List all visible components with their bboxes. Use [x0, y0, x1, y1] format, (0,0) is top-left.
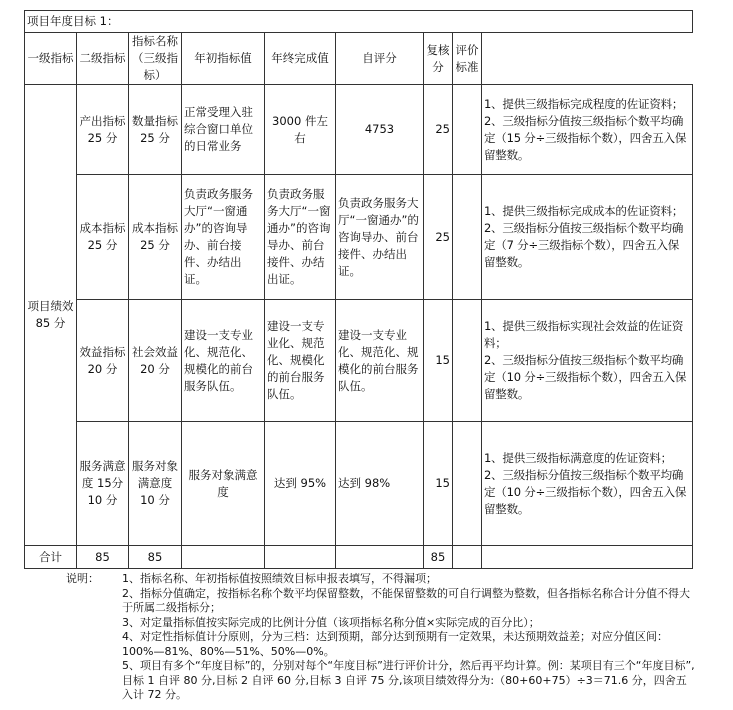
start-value: 3000 件左右 [265, 85, 336, 175]
note-item: 5、项目有多个“年度目标”的，分别对每个“年度目标”进行评价计分，然后再平均计算。例：某项目有三个“年度目标”,目标 1 自评 80 分,目标 2 自评 60 分,目标 3 自评 75 分,该项目绩效得分为:（80+60+75）÷3＝71.6 分，四舍五入计 72 分。 [122, 659, 695, 701]
note-item: 3、对定量指标值按实际完成的比例计分值（该项指标名称分值×实际完成的百分比）； [122, 615, 540, 629]
notes-section [66, 572, 696, 703]
end-value: 达到 98% [336, 422, 424, 546]
start-value: 建设一支专业化、规范化、规模化的前台服务队伍。 [265, 300, 336, 422]
self-score: 25 [424, 175, 453, 300]
note-item: 说明： 1、指标名称、年初指标值按照绩效目标申报表填写，不得漏项； [66, 572, 437, 585]
criteria-text: 1、提供三级指标完成程度的佐证资料； 2、三级指标分值按三级指标个数平均确定（15 分÷三级指标个数），四舍五入保留整数。 [482, 85, 693, 175]
level2-cell: 服务满意度 15分10 分 [77, 422, 129, 546]
note-item: 4、对定性指标值计分原则，分为三档：达到预期，部分达到预期有一定效果，未达预期效益差；对应分值区间：100%—81%、80%—51%、50%—0%。 [122, 630, 668, 658]
review-score [453, 300, 482, 422]
indicator-name: 建设一支专业化、规范化、规模化的前台服务队伍。 [182, 300, 265, 422]
total-empty [182, 546, 265, 569]
total-level2: 85 [77, 546, 129, 569]
table-row [25, 85, 693, 175]
level1-cell: 项目绩效85 分 [25, 85, 77, 546]
total-empty [265, 546, 336, 569]
criteria-text: 1、提供三级指标满意度的佐证资料； 2、三级指标分值按三级指标个数平均确定（10 分÷三级指标个数），四舍五入保留整数。 [482, 422, 693, 546]
total-label: 合计 [25, 546, 77, 569]
review-score [453, 85, 482, 175]
review-score [453, 175, 482, 300]
start-value: 达到 95% [265, 422, 336, 546]
level3-cell: 数量指标 25 分 [129, 85, 182, 175]
note-item: 2、指标分值确定，按指标名称个数平均保留整数，不能保留整数的可自行调整为整数，但各指标名称合计分值不得大于所属二级指标分； [122, 586, 690, 614]
header-level3-name: 指标名称（三级指标） [129, 33, 182, 85]
header-level1: 一级指标 [25, 33, 77, 85]
level2-cell: 效益指标20 分 [77, 300, 129, 422]
end-value: 建设一支专业化、规范化、规模化的前台服务队伍。 [336, 300, 424, 422]
evaluation-table [24, 10, 693, 569]
indicator-name: 服务对象满意度 [182, 422, 265, 546]
header-end-value: 年终完成值 [265, 33, 336, 85]
indicator-name: 正常受理入驻综合窗口单位的日常业务 [182, 85, 265, 175]
total-self-score: 85 [424, 546, 453, 569]
header-start-value: 年初指标值 [182, 33, 265, 85]
total-row [25, 546, 693, 569]
self-score: 15 [424, 422, 453, 546]
start-value: 负责政务服务大厅“一窗通办”的咨询导办、前台接件、办结出证。 [265, 175, 336, 300]
total-empty [336, 546, 424, 569]
header-criteria: 评价标准 [453, 33, 482, 85]
total-level3: 85 [129, 546, 182, 569]
table-row [25, 175, 693, 300]
self-score: 15 [424, 300, 453, 422]
level2-cell: 成本指标25 分 [77, 175, 129, 300]
table-row [25, 300, 693, 422]
end-value: 4753 [336, 85, 424, 175]
table-row [25, 422, 693, 546]
criteria-text: 1、提供三级指标实现社会效益的佐证资料； 2、三级指标分值按三级指标个数平均确定（10 分÷三级指标个数），四舍五入保留整数。 [482, 300, 693, 422]
review-score [453, 422, 482, 546]
criteria-text: 1、提供三级指标完成成本的佐证资料； 2、三级指标分值按三级指标个数平均确定（7 分÷三级指标个数），四舍五入保留整数。 [482, 175, 693, 300]
level3-cell: 服务对象满意度10 分 [129, 422, 182, 546]
notes-lead: 说明： [66, 572, 99, 585]
level2-cell: 产出指标 25 分 [77, 85, 129, 175]
header-level2: 二级指标 [77, 33, 129, 85]
annual-goal-title: 项目年度目标 1： [25, 11, 693, 33]
total-empty [453, 546, 482, 569]
level3-cell: 社会效益 20 分 [129, 300, 182, 422]
self-score: 25 [424, 85, 453, 175]
end-value: 负责政务服务大厅“一窗通办”的咨询导办、前台接件、办结出证。 [336, 175, 424, 300]
total-empty [482, 546, 693, 569]
level3-cell: 成本指标 25 分 [129, 175, 182, 300]
header-review-score: 复核分 [424, 33, 453, 85]
indicator-name: 负责政务服务大厅“一窗通办”的咨询导办、前台接件、办结出证。 [182, 175, 265, 300]
header-self-score: 自评分 [336, 33, 424, 85]
